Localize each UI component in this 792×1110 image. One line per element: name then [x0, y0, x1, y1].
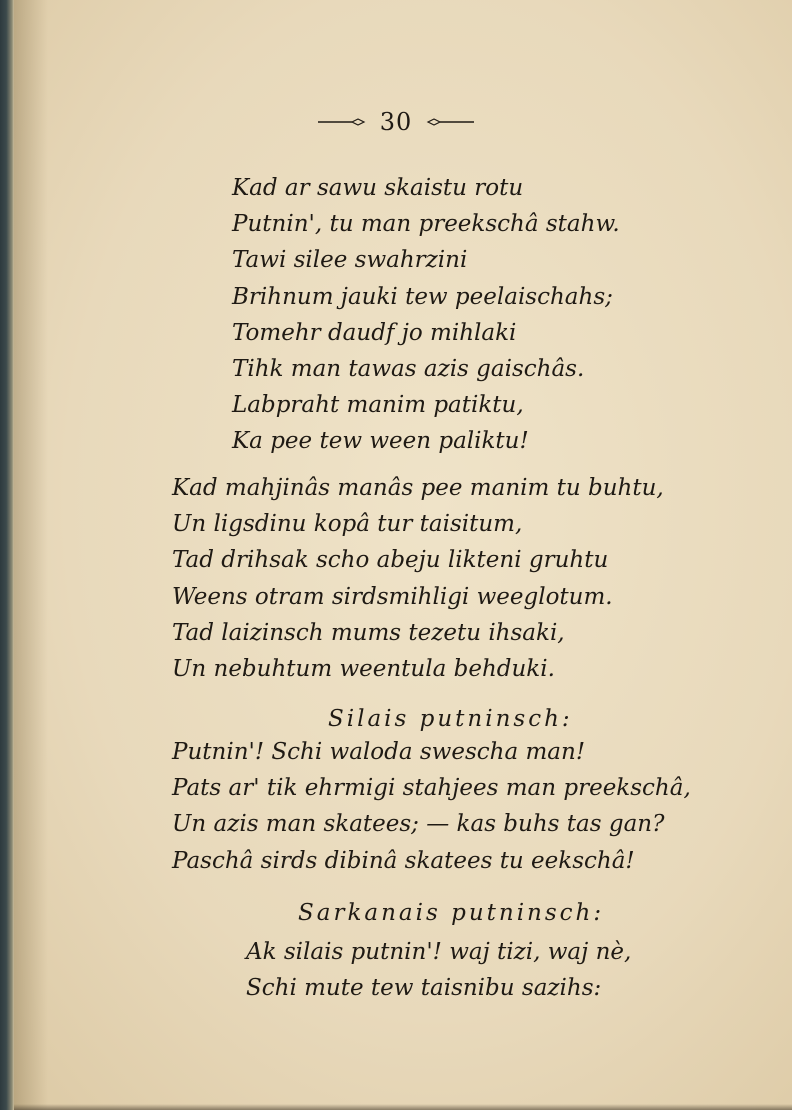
verse-line: Brihnum jauki tew peelaischahs;	[232, 283, 613, 310]
verse-line: Kad ar sawu skaistu rotu	[232, 175, 524, 201]
verse-line: Paschâ sirds dibinâ skatees tu eekschâ!	[172, 847, 635, 874]
verse-line: Ka pee tew ween paliktu!	[232, 428, 529, 455]
stanza-1	[232, 170, 620, 460]
gutter-shadow	[14, 0, 48, 1110]
page-bottom-edge	[14, 1104, 792, 1110]
verse-line: Un ligsdinu kopâ tur taisitum,	[172, 511, 523, 538]
verse-line: Putnin', tu man preekschâ stahw.	[232, 211, 620, 238]
verse-line: Labpraht manim patiktu,	[232, 392, 524, 419]
verse-line: Tomehr daudf jo mihlaki	[232, 319, 517, 346]
stanza-4	[246, 934, 631, 1006]
verse-line: Schi mute tew taisnibu sazihs:	[246, 975, 602, 1002]
stanza-3	[172, 734, 691, 879]
verse-line: Pats ar' tik ehrmigi stahjees man preekschâ,	[172, 775, 691, 802]
verse-line: Putnin'! Schi waloda swescha man!	[172, 739, 586, 765]
book-binding	[0, 0, 14, 1110]
verse-line: Un nebuhtum weentula behduki.	[172, 656, 555, 683]
verse-line: Tawi silee swahrzini	[232, 247, 468, 274]
verse-line: Weens otram sirdsmihligi weeglotum.	[172, 583, 613, 610]
speaker-heading-blue-bird: Silais putninsch:	[328, 706, 573, 732]
verse-line: Tad drihsak scho abeju likteni gruhtu	[172, 547, 609, 574]
verse-line: Ak silais putnin'! waj tizi, waj nè,	[246, 939, 632, 965]
speaker-heading-red-bird: Sarkanais putninsch:	[298, 900, 605, 926]
stanza-2	[172, 470, 664, 687]
verse-line: Tad laizinsch mums tezetu ihsaki,	[172, 619, 565, 646]
verse-line: Tihk man tawas azis gaischâs.	[232, 356, 585, 383]
page-header	[0, 108, 792, 136]
right-ornament-icon	[426, 117, 476, 127]
left-ornament-icon	[316, 117, 366, 127]
page-number: 30	[379, 108, 413, 136]
verse-line: Kad mahjinâs manâs pee manim tu buhtu,	[172, 475, 664, 501]
verse-line: Un azis man skatees; — kas buhs tas gan?	[172, 811, 665, 838]
